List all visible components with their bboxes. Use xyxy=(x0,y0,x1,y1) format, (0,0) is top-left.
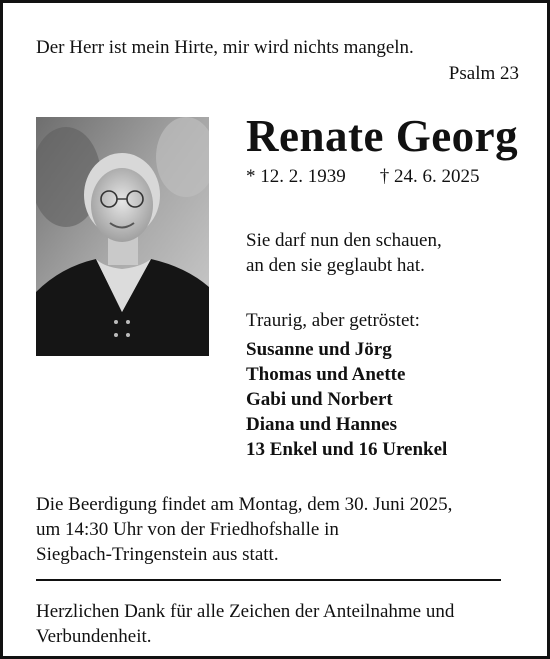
funeral-line: Siegbach-Tringenstein aus statt. xyxy=(36,544,279,565)
death-date: † 24. 6. 2025 xyxy=(379,166,480,187)
thanks-line: Verbundenheit. xyxy=(36,626,152,647)
mourner-name: Susanne und Jörg xyxy=(246,339,392,360)
funeral-line: um 14:30 Uhr von der Friedhofshalle in xyxy=(36,519,339,540)
quote-line: an den sie geglaubt hat. xyxy=(246,255,425,276)
portrait-photo xyxy=(36,117,209,356)
birth-date: * 12. 2. 1939 xyxy=(246,166,346,187)
mourners-intro: Traurig, aber getröstet: xyxy=(246,310,420,331)
funeral-details xyxy=(36,492,452,567)
thanks-note xyxy=(36,599,454,649)
mourner-name: Thomas und Anette xyxy=(246,364,406,385)
mourners-list xyxy=(246,337,447,462)
quote-line: Sie darf nun den schauen, xyxy=(246,230,442,251)
verse-reference: Psalm 23 xyxy=(448,63,519,84)
memorial-quote xyxy=(246,228,442,278)
funeral-line: Die Beerdigung findet am Montag, dem 30. Juni 2025, xyxy=(36,494,453,515)
life-dates xyxy=(246,166,480,188)
bible-verse: Der Herr ist mein Hirte, mir wird nichts mangeln. xyxy=(36,37,414,58)
mourner-name: 13 Enkel und 16 Urenkel xyxy=(246,439,448,460)
deceased-name: Renate Georg xyxy=(246,111,519,161)
portrait-photo-icon xyxy=(36,117,209,356)
mourner-name: Diana und Hannes xyxy=(246,414,398,435)
mourner-name: Gabi und Norbert xyxy=(246,389,393,410)
divider xyxy=(36,579,501,581)
thanks-line: Herzlichen Dank für alle Zeichen der Anteilnahme und xyxy=(36,601,455,622)
